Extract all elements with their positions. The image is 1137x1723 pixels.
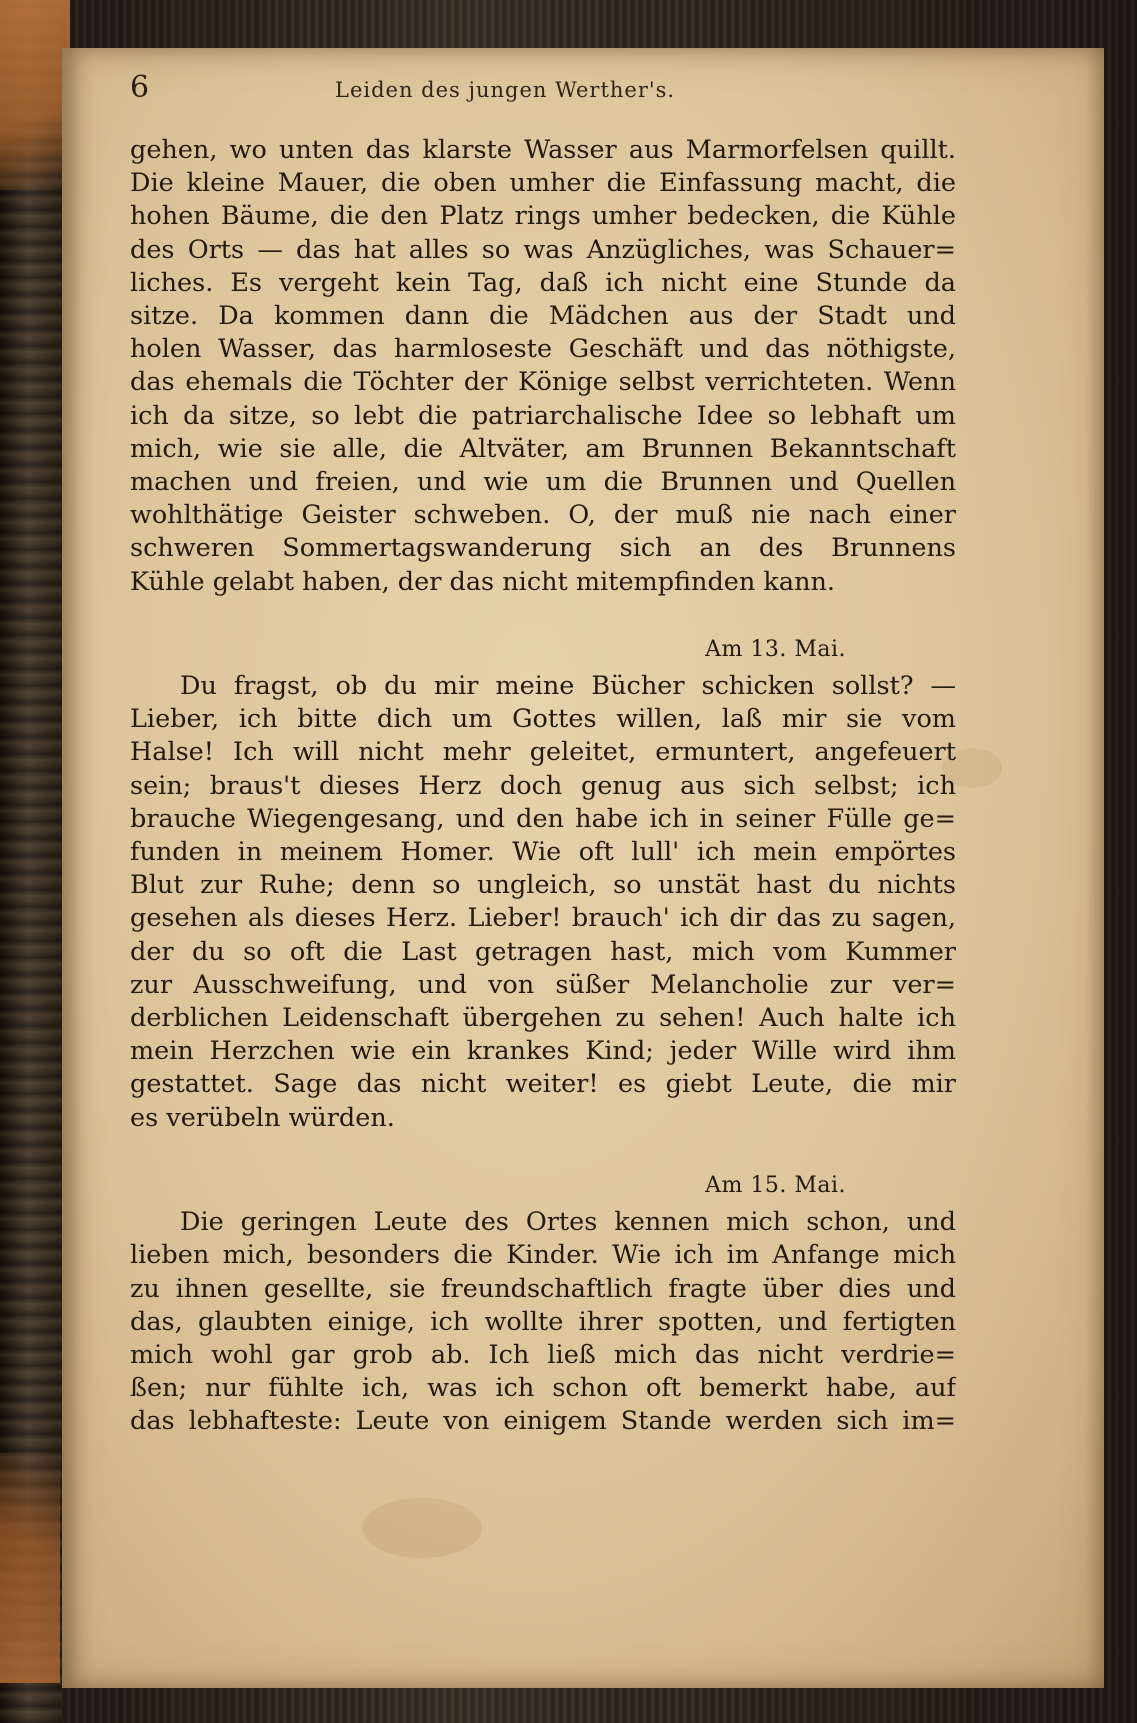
- text-line: holen Wasser, das harmloseste Geschäft und das nöthigste,: [130, 334, 956, 365]
- text-line: mich wohl gar grob ab. Ich ließ mich das nicht verdrie=: [130, 1339, 956, 1370]
- text-line: mich, wie sie alle, die Altväter, am Brunnen Bekanntschaft: [130, 433, 956, 464]
- text-line: der du so oft die Last getragen hast, mich vom Kummer: [130, 936, 956, 967]
- text-line: es verübeln würden.: [130, 1102, 395, 1133]
- text-line: zu ihnen gesellte, sie freundschaftlich fragte über dies und: [130, 1273, 956, 1304]
- leather-corner-bottom: [0, 1453, 60, 1683]
- page-edge: [1086, 48, 1104, 1688]
- paragraph-1: [130, 134, 956, 599]
- text-line: liches. Es vergeht kein Tag, daß ich nicht eine Stunde da: [130, 267, 956, 298]
- text-line: Kühle gelabt haben, der das nicht mitempfinden kann.: [130, 566, 836, 597]
- text-line: des Orts — das hat alles so was Anzügliches, was Schauer=: [130, 234, 956, 265]
- text-line: sitze. Da kommen dann die Mädchen aus der Stadt und: [130, 301, 956, 332]
- paper-stain: [362, 1498, 482, 1558]
- text-line: mein Herzchen wie ein krankes Kind; jeder Wille wird ihm: [130, 1036, 956, 1067]
- paragraph-2: [130, 670, 956, 1135]
- page-number: 6: [130, 70, 150, 105]
- text-line: gehen, wo unten das klarste Wasser aus Marmorfelsen quillt.: [130, 135, 956, 165]
- text-line: gestattet. Sage das nicht weiter! es giebt Leute, die mir: [130, 1069, 956, 1100]
- paragraph-3: [130, 1206, 956, 1438]
- leather-corner-top: [0, 0, 70, 190]
- text-line: sein; braus't dieses Herz doch genug aus sich selbst; ich: [130, 770, 956, 801]
- text-line: Lieber, ich bitte dich um Gottes willen, laß mir sie vom: [130, 704, 956, 735]
- letter-date: Am 15. Mai.: [705, 1172, 846, 1198]
- text-line: das lebhafteste: Leute von einigem Stande werden sich im=: [130, 1406, 956, 1437]
- text-line: derblichen Leidenschaft übergehen zu sehen! Auch halte ich: [130, 1003, 956, 1034]
- page-body: [130, 134, 956, 1439]
- running-head: Leiden des jungen Werther's.: [335, 78, 676, 102]
- text-line: brauche Wiegengesang, und den habe ich in seiner Fülle ge=: [130, 803, 956, 834]
- text-line: Du fragst, ob du mir meine Bücher schicken sollst? —: [180, 671, 956, 702]
- letter-date: Am 13. Mai.: [705, 636, 846, 662]
- text-line: gesehen als dieses Herz. Lieber! brauch' ich dir das zu sagen,: [130, 903, 956, 934]
- page-header: [130, 70, 930, 120]
- text-line: Die kleine Mauer, die oben umher die Einfassung macht, die: [130, 168, 956, 199]
- text-line: hohen Bäume, die den Platz rings umher bedecken, die Kühle: [130, 201, 956, 232]
- text-line: Die geringen Leute des Ortes kennen mich schon, und: [180, 1207, 956, 1238]
- text-line: wohlthätige Geister schweben. O, der muß nie nach einer: [130, 500, 956, 531]
- text-line: ßen; nur fühlte ich, was ich schon oft bemerkt habe, auf: [130, 1373, 956, 1404]
- text-line: funden in meinem Homer. Wie oft lull' ich mein empörtes: [130, 837, 956, 868]
- text-line: ich da sitze, so lebt die patriarchalische Idee so lebhaft um: [130, 400, 956, 431]
- text-line: das, glaubten einige, ich wollte ihrer spotten, und fertigten: [130, 1306, 956, 1337]
- text-line: zur Ausschweifung, und von süßer Melancholie zur ver=: [130, 969, 956, 1000]
- text-line: machen und freien, und wie um die Brunnen und Quellen: [130, 467, 956, 498]
- text-line: Blut zur Ruhe; denn so ungleich, so unstät hast du nichts: [130, 870, 956, 901]
- text-line: schweren Sommertagswanderung sich an des Brunnens: [130, 533, 956, 564]
- text-line: lieben mich, besonders die Kinder. Wie ich im Anfange mich: [130, 1240, 956, 1271]
- text-line: Halse! Ich will nicht mehr geleitet, ermuntert, angefeuert: [130, 737, 956, 768]
- text-line: das ehemals die Töchter der Könige selbst verrichteten. Wenn: [130, 367, 956, 398]
